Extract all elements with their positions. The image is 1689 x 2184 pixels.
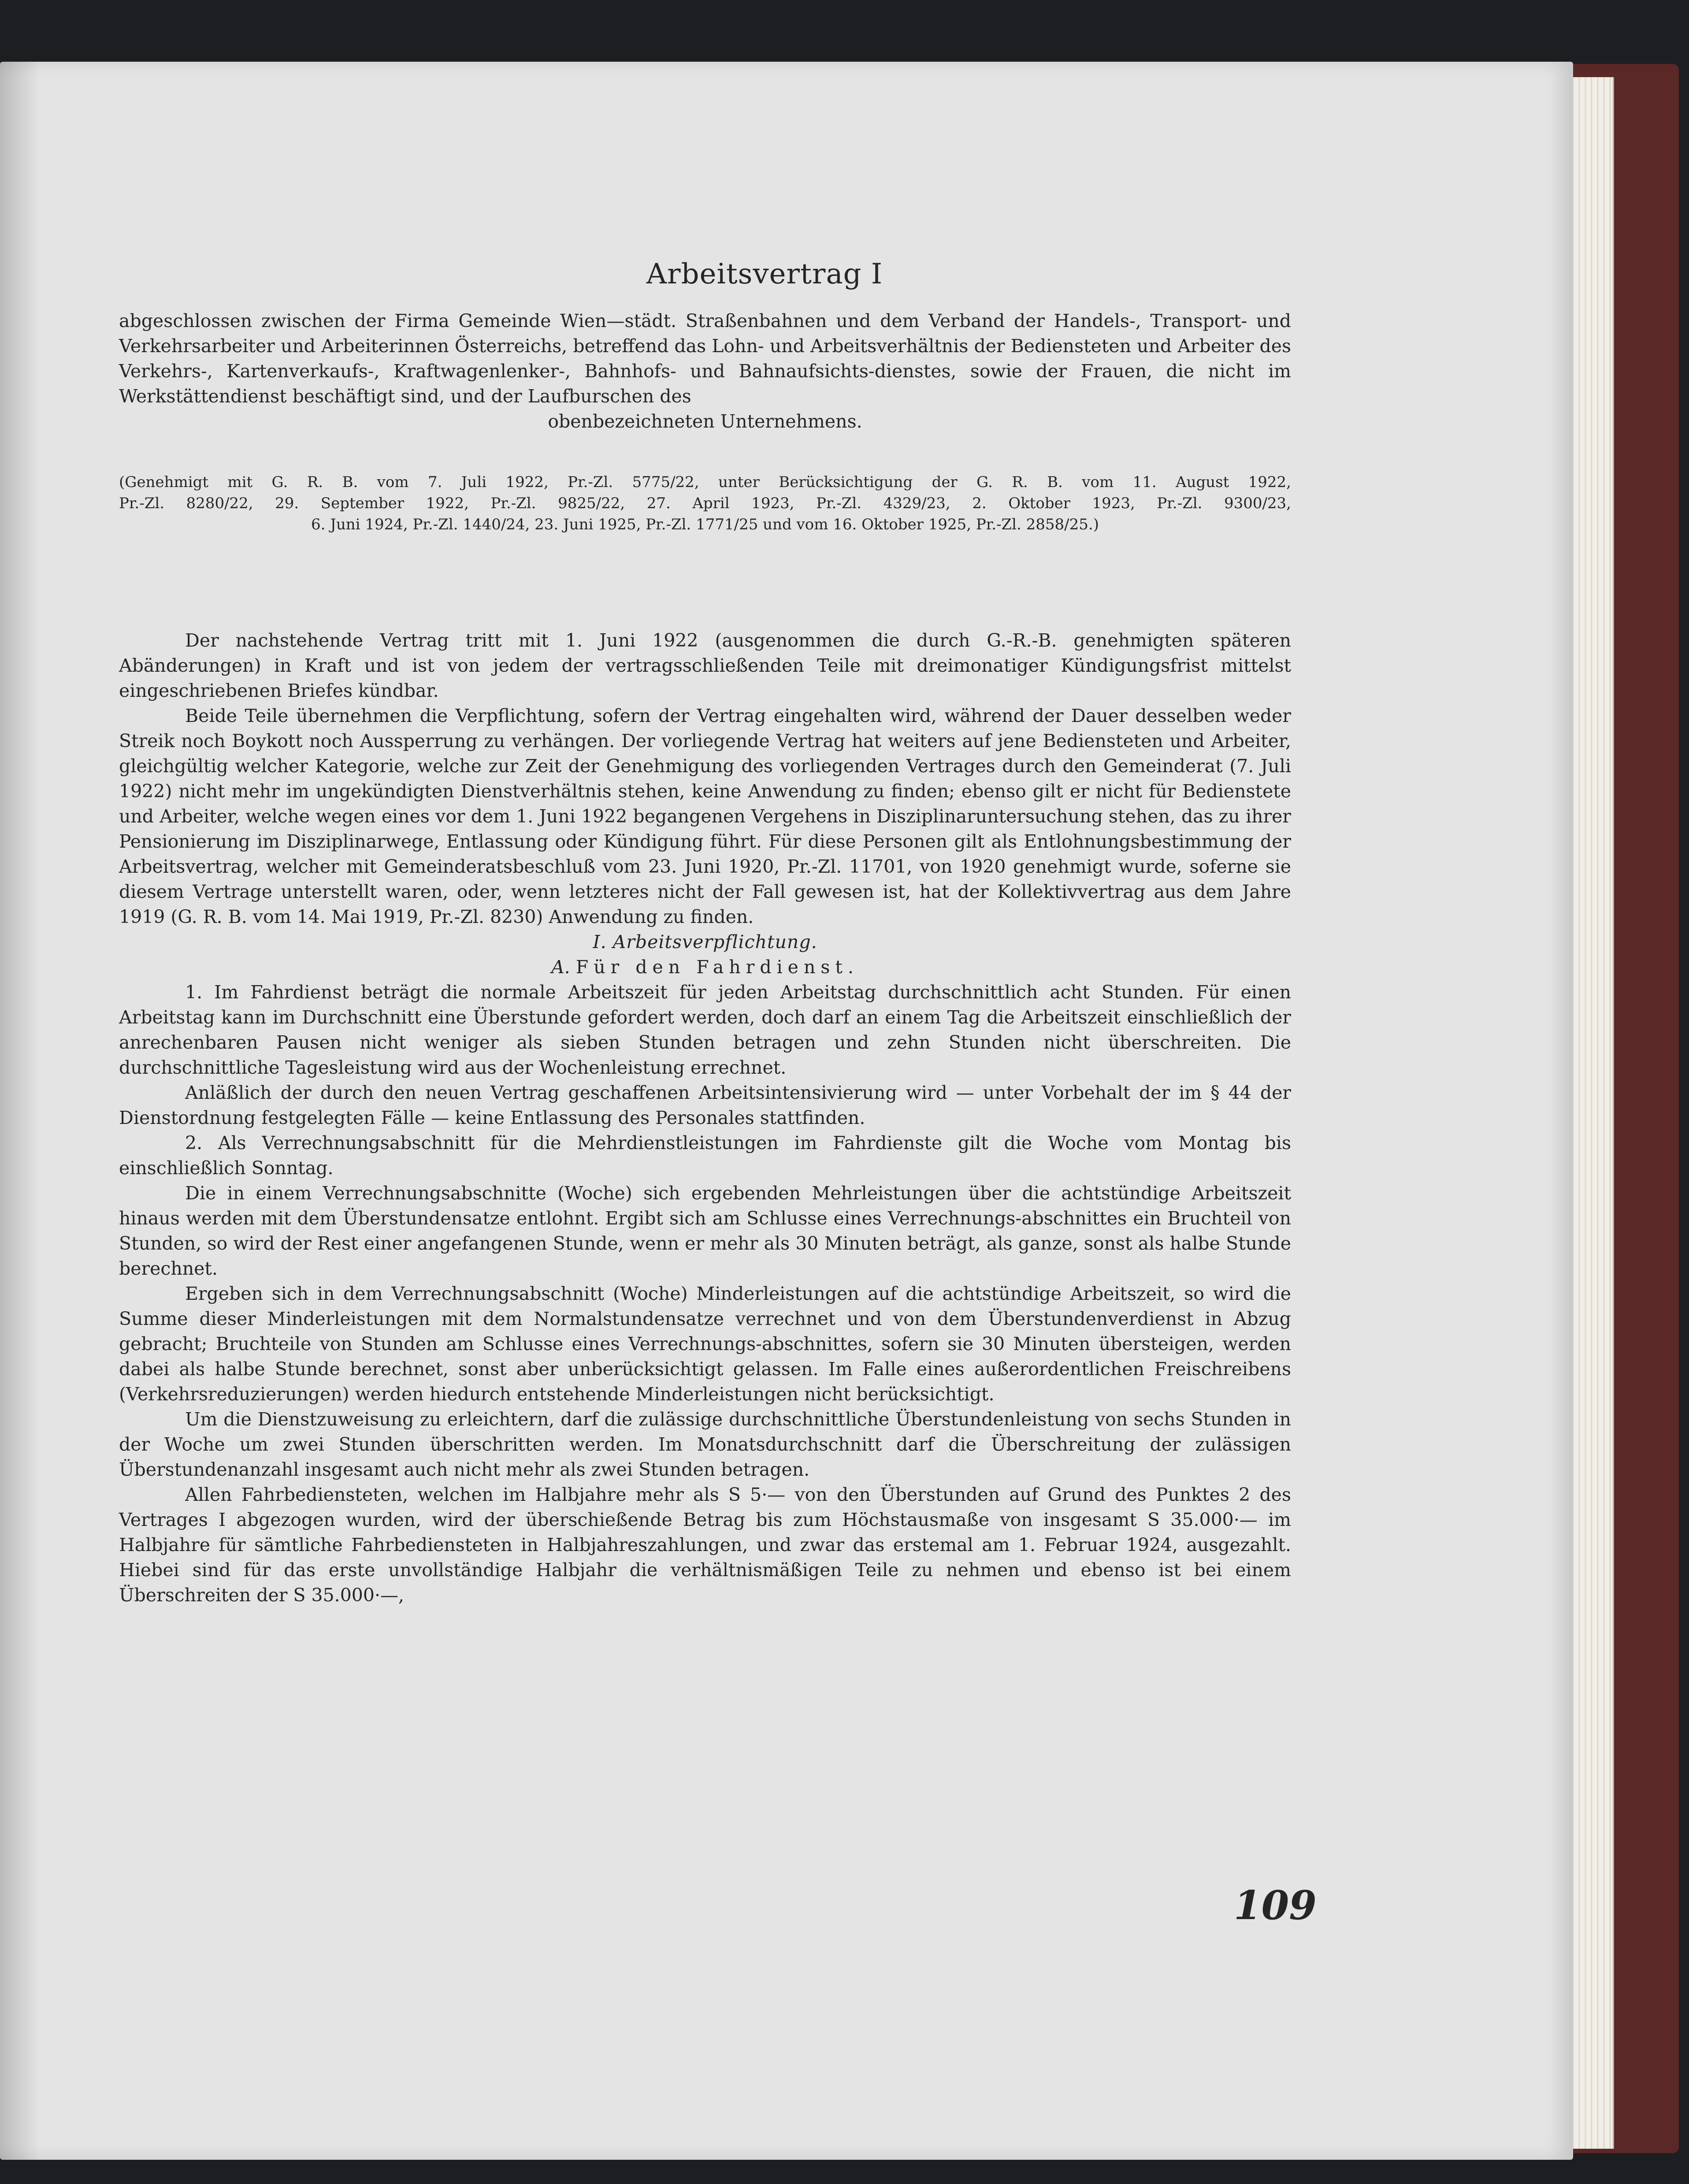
subsection-heading — [119, 955, 1291, 980]
paragraph: 2. Als Verrechnungsabschnitt für die Mehrdienstleistungen im Fahrdienste gilt die Woche vom Montag bis einschließlich Sonntag. — [119, 1132, 1291, 1179]
intro-text: abgeschlossen zwischen der Firma Gemeinde Wien—städt. Straßenbahnen und dem Verband der Handels-, Transport- und Verkehrsarbeiter und Arbeiterinnen Österreichs, betreffend das Lohn- und Arbeitsverhältnis der Bediensteten und Arbeiter des Verkehrs-, Kartenverkaufs-, Kraftwagenlenker-, Bahnhofs- und Bahnaufsichts-dienstes, sowie der Frauen, die nicht im Werkstättendienst beschäftigt sind, und der Laufburschen des — [119, 310, 1291, 407]
paragraph: Allen Fahrbediensteten, welchen im Halbjahre mehr als S 5·— von den Überstunden auf Grund des Punktes 2 des Vertrages I abgezogen wurden, wird der überschießende Betrag bis zum Höchstausmaße von insgesamt S 35.000·— im Halbjahre für sämtliche Fahrbediensteten in Halbjahreszahlungen, und zwar das erstemal am 1. Februar 1924, ausgezahlt. Hiebei sind für das erste unvollständige Halbjahr die verhältnismäßigen Teile zu nehmen und ebenso ist bei einem Überschreiten der S 35.000·—, — [119, 1484, 1291, 1606]
paragraph: Anläßlich der durch den neuen Vertrag geschaffenen Arbeitsintensivierung wird — unter Vorbehalt der im § 44 der Dienstordnung festgelegten Fälle — keine Entlassung des Personales stattfinden. — [119, 1082, 1291, 1128]
gutter-shadow — [0, 62, 40, 2160]
paragraph: Beide Teile übernehmen die Verpflichtung, sofern der Vertrag eingehalten wird, während der Dauer desselben weder Streik noch Boykott noch Aussperrung zu verhängen. Der vorliegende Vertrag hat weiters auf jene Bediensteten und Arbeiter, gleichgültig welcher Kategorie, welche zur Zeit der Genehmigung des vorliegenden Vertrages durch den Gemeinderat (7. Juli 1922) nicht mehr im ungekündigten Dienstverhältnis stehen, keine Anwendung zu finden; ebenso gilt er nicht für Bedienstete und Arbeiter, welche wegen eines vor dem 1. Juni 1922 begangenen Vergehens in Disziplinaruntersuchung stehen, das zu ihrer Pensionierung im Disziplinarwege, Entlassung oder Kündigung führt. Für diese Personen gilt als Entlohnungsbestimmung der Arbeitsvertrag, welcher mit Gemeinderatsbeschluß vom 23. Juni 1920, Pr.-Zl. 11701, von 1920 genehmigt wurde, soferne sie diesem Vertrage unterstellt waren, oder, wenn letzteres nicht der Fall gewesen ist, hat der Kollektivvertrag aus dem Jahre 1919 (G. R. B. vom 14. Mai 1919, Pr.-Zl. 8230) Anwendung zu finden. — [119, 705, 1291, 927]
subsection-label: A. — [551, 956, 570, 978]
approval-line: 6. Juni 1924, Pr.-Zl. 1440/24, 23. Juni 1925, Pr.-Zl. 1771/25 und vom 16. Oktober 1925, Pr.-Zl. 2858/25.) — [311, 516, 1099, 533]
intro-last-line: obenbezeichneten Unternehmens. — [548, 411, 862, 432]
paragraph: Der nachstehende Vertrag tritt mit 1. Juni 1922 (ausgenommen die durch G.-R.-B. genehmigten späteren Abänderungen) in Kraft und ist von jedem der vertragsschließenden Teile mit dreimonatiger Kündigungsfrist mittelst eingeschriebenen Briefes kündbar. — [119, 630, 1291, 701]
section-heading: I. Arbeitsverpflichtung. — [593, 931, 817, 952]
paragraph: Die in einem Verrechnungsabschnitte (Woche) sich ergebenden Mehrleistungen über die achtstündige Arbeitszeit hinaus werden mit dem Überstundensatze entlohnt. Ergibt sich am Schlusse eines Verrechnungs-abschnittes ein Bruchteil von Stunden, so wird der Rest einer angefangenen Stunde, wenn er mehr als 30 Minuten beträgt, als ganze, sonst als halbe Stunde berechnet. — [119, 1183, 1291, 1279]
approval-line: (Genehmigt mit G. R. B. vom 7. Juli 1922, Pr.-Zl. 5775/22, unter Berücksichtigung der G. R. B. vom 11. August 1922, — [119, 473, 1291, 491]
paragraph: Um die Dienstzuweisung zu erleichtern, darf die zulässige durchschnittliche Überstundenleistung von sechs Stunden in der Woche um zwei Stunden überschritten werden. Im Monatsdurchschnitt darf die Überschreitung der zulässigen Überstundenanzahl insgesamt auch nicht mehr als zwei Stunden betragen. — [119, 1409, 1291, 1480]
approval-line: Pr.-Zl. 8280/22, 29. September 1922, Pr.-Zl. 9825/22, 27. April 1923, Pr.-Zl. 4329/23, 2. Oktober 1923, Pr.-Zl. 9300/23, — [119, 495, 1291, 512]
page-number: 109 — [1234, 1882, 1317, 1929]
document-title: Arbeitsvertrag I — [646, 258, 883, 290]
body-text — [119, 628, 1291, 1608]
approval-note — [119, 472, 1291, 535]
paragraph: 1. Im Fahrdienst beträgt die normale Arbeitszeit für jeden Arbeitstag durchschnittlich acht Stunden. Für einen Arbeitstag kann im Durchschnitt eine Überstunde gefordert werden, doch darf an einem Tag die Arbeitszeit einschließlich der anrechenbaren Pausen nicht weniger als sieben Stunden betragen und zehn Stunden nicht überschreiten. Die durchschnittliche Tagesleistung wird aus der Wochenleistung errechnet. — [119, 982, 1291, 1078]
subsection-title: Für den Fahrdienst. — [575, 956, 859, 978]
intro-paragraph — [119, 309, 1291, 434]
paragraph: Ergeben sich in dem Verrechnungsabschnitt (Woche) Minderleistungen auf die achtstündige Arbeitszeit, so wird die Summe dieser Minderleistungen mit dem Normalstundensatze verrechnet und von dem Überstundenverdienst in Abzug gebracht; Bruchteile von Stunden am Schlusse eines Verrechnungs-abschnittes, sofern sie 30 Minuten übersteigen, werden dabei als halbe Stunde berechnet, sonst aber unberücksichtigt gelassen. Im Falle eines außerordentlichen Freischreibens (Verkehrsreduzierungen) werden hiedurch entstehende Minderleistungen nicht berücksichtigt. — [119, 1283, 1291, 1405]
